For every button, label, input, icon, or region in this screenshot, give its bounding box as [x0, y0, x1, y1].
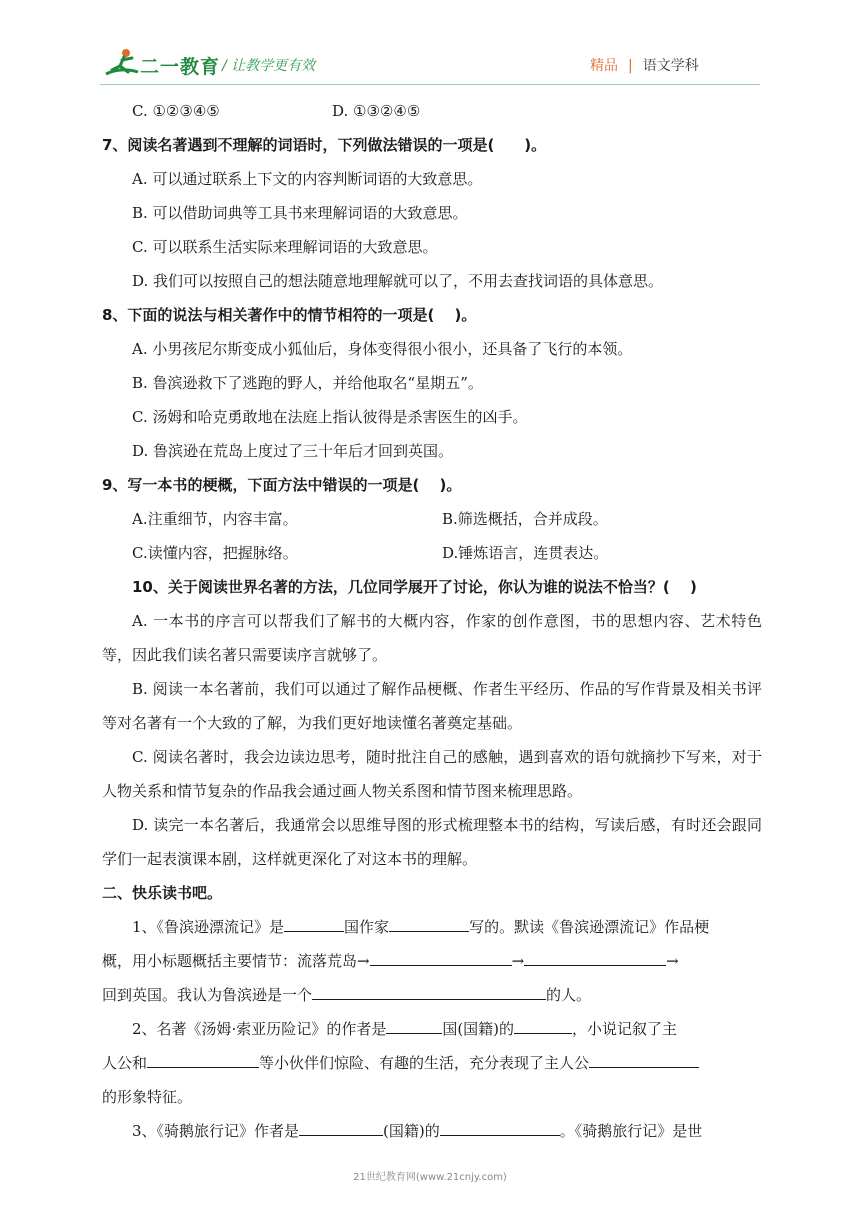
q9-options-row2	[102, 536, 762, 570]
s1-line2	[102, 944, 762, 978]
header-divider	[100, 84, 760, 85]
s1-blank-plot1[interactable]	[370, 947, 512, 966]
q9-options-row1	[102, 502, 762, 536]
question-9: 9、写一本书的梗概，下面方法中错误的一项是( )。	[102, 476, 462, 494]
s1-text-f: 的人。	[546, 986, 592, 1004]
s2-blank-friend[interactable]	[147, 1049, 259, 1068]
q8-option-a: A. 小男孩尼尔斯变成小狐仙后，身体变得很小很小，还具备了飞行的本领。	[132, 340, 633, 358]
s1-arrow-2: →	[666, 952, 679, 970]
q8-option-b: B. 鲁滨逊救下了逃跑的野人，并给他取名“星期五”。	[132, 374, 483, 392]
s2-text-d: 人公和	[102, 1054, 148, 1072]
s2-text-c: ，小说记叙了主	[572, 1020, 678, 1038]
s3-blank-country[interactable]	[299, 1117, 383, 1136]
s2-blank-author[interactable]	[514, 1015, 572, 1034]
option-d: D. ①③②④⑤	[332, 102, 421, 120]
s1-blank-author[interactable]	[389, 913, 469, 932]
subject-label: 语文学科	[642, 58, 699, 74]
option-c: C. ①②③④⑤	[132, 102, 220, 120]
q7-option-a: A. 可以通过联系上下文的内容判断词语的大致意思。	[132, 170, 483, 188]
s1-blank-character[interactable]	[312, 981, 546, 1000]
q7-option-b: B. 可以借助词典等工具书来理解词语的大致意思。	[132, 204, 468, 222]
s1-line3	[102, 978, 762, 1012]
s2-line3: 的形象特征。	[102, 1088, 193, 1106]
logo-text: 二一教育	[140, 56, 221, 78]
q8-option-d: D. 鲁滨逊在荒岛上度过了三十年后才回到英国。	[132, 442, 454, 460]
s2-text-b: 国(国籍)的	[442, 1020, 515, 1038]
s1-blank-plot2[interactable]	[524, 947, 666, 966]
s2-blank-protagonist[interactable]	[589, 1049, 699, 1068]
s3-text-b: (国籍)的	[383, 1122, 440, 1140]
s2-text-e: 等小伙伴们惊险、有趣的生活，充分表现了主人公	[259, 1054, 590, 1072]
question-10: 10、关于阅读世界名著的方法，几位同学展开了讨论，你认为谁的说法不恰当？( )	[132, 578, 697, 596]
s2-line2	[102, 1046, 762, 1080]
q9-option-d: D.锤炼语言，连贯表达。	[442, 544, 609, 562]
question-7: 7、阅读名著遇到不理解的词语时，下列做法错误的一项是( )。	[102, 136, 547, 154]
q9-option-a: A.注重细节，内容丰富。	[132, 510, 298, 528]
s1-text-e: 回到英国。我认为鲁滨逊是一个	[102, 986, 313, 1004]
s3-blank-author[interactable]	[440, 1117, 560, 1136]
q10-option-a: A. 一本书的序言可以帮我们了解书的大概内容，作家的创作意图，书的思想内容、艺术特色等，因此我们读名著只需要读序言就够了。	[102, 612, 762, 664]
header-separator: |	[628, 58, 633, 74]
question-8: 8、下面的说法与相关著作中的情节相符的一项是( )。	[102, 306, 477, 324]
s2-text-a: 2、名著《汤姆·索亚历险记》的作者是	[132, 1020, 387, 1038]
page-header	[0, 0, 860, 92]
page-footer: 21世纪教育网(www.21cnjy.com)	[353, 1172, 507, 1183]
s1-text-a: 1、《鲁滨逊漂流记》是	[132, 918, 285, 936]
s2-blank-country[interactable]	[386, 1015, 442, 1034]
q8-option-c: C. 汤姆和哈克勇敢地在法庭上指认彼得是杀害医生的凶手。	[132, 408, 528, 426]
s1-line1	[102, 910, 762, 944]
q10-option-d: D. 读完一本名著后，我通常会以思维导图的形式梳理整本书的结构，写读后感，有时还会跟同学们一起表演课本剧，这样就更深化了对这本书的理解。	[102, 816, 762, 868]
s1-arrow-1: →	[511, 952, 525, 970]
s1-text-b: 国作家	[344, 918, 390, 936]
slogan: / 让教学更有效	[222, 58, 316, 74]
q10-option-b: B. 阅读一本名著前，我们可以通过了解作品梗概、作者生平经历、作品的写作背景及相关书评等对名著有一个大致的了解，为我们更好地读懂名著奠定基础。	[102, 680, 762, 732]
header-right	[590, 55, 699, 75]
s1-text-d: 概，用小标题概括主要情节：流落荒岛→	[102, 952, 370, 970]
s3-text-a: 3、《骑鹅旅行记》作者是	[132, 1122, 300, 1140]
q7-option-c: C. 可以联系生活实际来理解词语的大致意思。	[132, 238, 438, 256]
s3-line1	[102, 1114, 762, 1148]
q10-option-c: C. 阅读名著时，我会边读边思考，随时批注自己的感触，遇到喜欢的语句就摘抄下写来，对于人物关系和情节复杂的作品我会通过画人物关系图和情节图来梳理思路。	[102, 748, 762, 800]
document-body	[102, 94, 762, 1148]
s3-text-c: 。《骑鹅旅行记》是世	[559, 1122, 703, 1140]
section-2-title: 二、快乐读书吧。	[102, 884, 223, 902]
s2-line1	[102, 1012, 762, 1046]
s1-text-c: 写的。默读《鲁滨逊漂流记》作品梗	[469, 918, 710, 936]
premium-label: 精品	[590, 58, 618, 74]
q9-option-c: C.读懂内容，把握脉络。	[132, 544, 298, 562]
s1-blank-country[interactable]	[284, 913, 344, 932]
q9-option-b: B.筛选概括，合并成段。	[442, 510, 608, 528]
top-options	[102, 94, 762, 128]
q7-option-d: D. 我们可以按照自己的想法随意地理解就可以了，不用去查找词语的具体意思。	[132, 272, 664, 290]
